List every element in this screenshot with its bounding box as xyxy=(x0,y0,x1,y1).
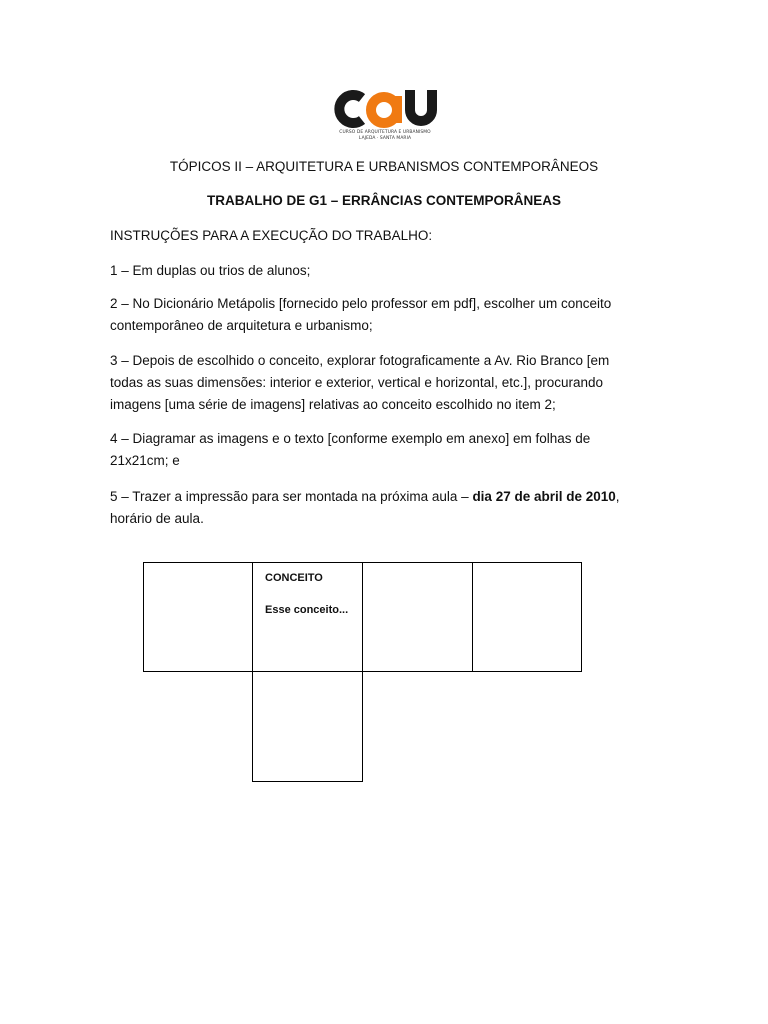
instruction-item-1-line1: 1 – Em duplas ou trios de alunos; xyxy=(110,263,311,278)
logo-caption-line1: CURSO DE ARQUITETURA E URBANISMO xyxy=(339,130,431,135)
deadline-date: dia 27 de abril de 2010 xyxy=(472,489,616,504)
instruction-item-3-line2: todas as suas dimensões: interior e exterior, vertical e horizontal, etc.], procurando xyxy=(110,375,604,390)
instruction-item-5 xyxy=(110,486,670,530)
logo-caption xyxy=(332,130,438,142)
instruction-item-5-post: , xyxy=(615,489,620,504)
instructions-heading xyxy=(110,225,670,247)
concept-title: CONCEITO xyxy=(265,572,323,584)
instruction-item-4 xyxy=(110,428,670,472)
layout-cell-image-2 xyxy=(362,562,473,672)
instruction-item-4-line1: 4 – Diagramar as imagens e o texto [conforme exemplo em anexo] em folhas de xyxy=(110,431,591,446)
instruction-item-5-pre: 5 – Trazer a impressão para ser montada na próxima aula – xyxy=(110,489,473,504)
cau-logo xyxy=(332,88,438,146)
concept-text: Esse conceito... xyxy=(265,604,349,616)
instruction-item-4-line2: 21x21cm; e xyxy=(110,453,180,468)
instruction-item-5-line2: horário de aula. xyxy=(110,511,204,526)
instructions-heading-text: INSTRUÇÕES PARA A EXECUÇÃO DO TRABALHO: xyxy=(110,228,433,243)
layout-cell-concept xyxy=(252,562,363,672)
instruction-item-3 xyxy=(110,350,670,416)
instruction-item-1 xyxy=(110,260,670,282)
cau-logo-mark xyxy=(332,88,438,130)
course-title: TÓPICOS II – ARQUITETURA E URBANISMOS CONTEMPORÂNEOS xyxy=(169,159,599,174)
layout-cell-image-4 xyxy=(252,671,363,782)
assignment-title: TRABALHO DE G1 – ERRÂNCIAS CONTEMPORÂNEAS xyxy=(206,193,562,208)
instruction-item-5-line1 xyxy=(110,486,670,508)
instruction-item-3-line3: imagens [uma série de imagens] relativas ao conceito escolhido no item 2; xyxy=(110,397,556,412)
instruction-item-2 xyxy=(110,293,670,337)
layout-cell-image-1 xyxy=(143,562,254,672)
logo-caption-line2: LAJEDA · SANTA MARIA xyxy=(358,136,412,141)
instruction-item-3-line1: 3 – Depois de escolhido o conceito, explorar fotograficamente a Av. Rio Branco [em xyxy=(110,353,610,368)
instruction-item-2-line1: 2 – No Dicionário Metápolis [fornecido pelo professor em pdf], escolher um conceito xyxy=(110,296,612,311)
layout-cell-image-3 xyxy=(472,562,582,672)
instruction-item-2-line2: contemporâneo de arquitetura e urbanismo; xyxy=(110,318,373,333)
